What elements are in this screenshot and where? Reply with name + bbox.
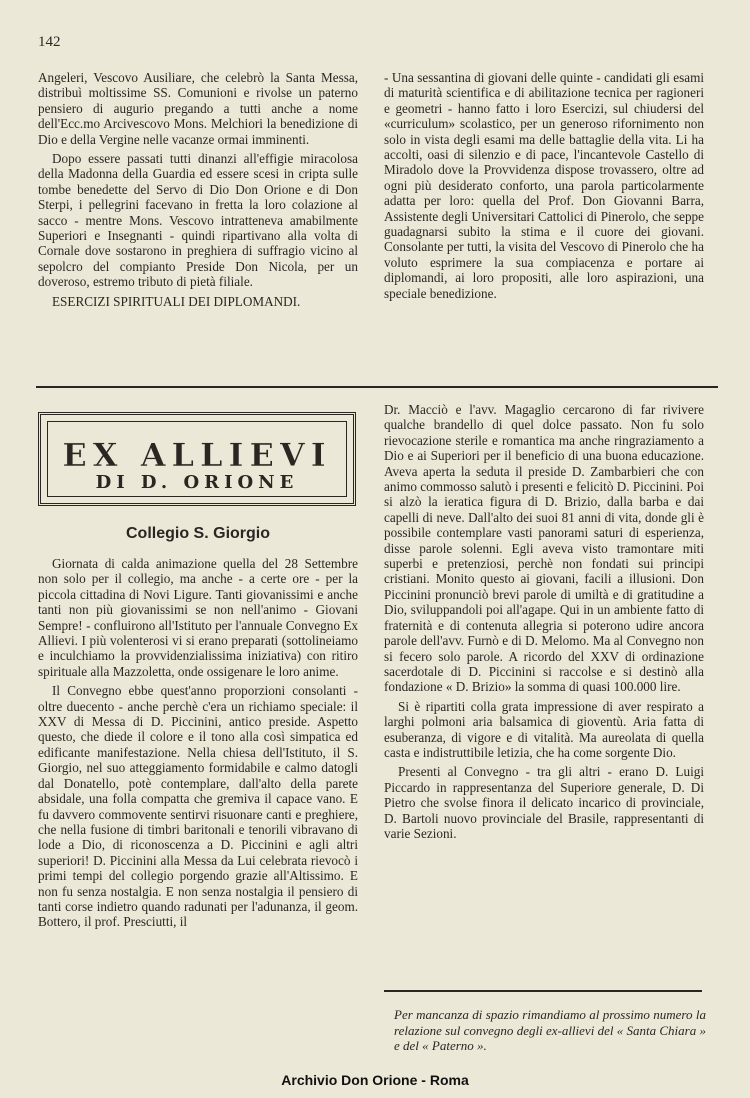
paragraph: Il Convegno ebbe quest'anno proporzioni consolanti - oltre duecento - anche perchè c'era un richiamo speciale: il XXV di Messa di D. Piccinini, antico preside. Aspetto questo, che diede il colore e il tono alla così simpatica ed edificante manifestazione. Nella chiesa dell'Istituto, il S. Giorgio, nel suo atteggiamento formidabile e calmo datogli dal Donatello, potè contemplare, dall'alto della parete absidale, una folla compatta che gremiva il capace vano. E fu davvero commovente sentirvi risuonare canti e preghiere, che nella fusione di timbri baritonali e tenorili vibravano di lode a Dio, di riconoscenza a D. Piccinini e agli altri superiori! D. Piccinini alla Messa da Lui celebrata rievocò i primi tempi del collegio porgendo grazie all'Altissimo. E non fu senza nostalgia. E non senza nostalgia il pensiero di tanti corse indietro quando radunati per l'adunanza, il geom. Bottero, il prof. Presciutti, il: [38, 683, 358, 930]
page-number: 142: [38, 34, 61, 50]
banner-frame: [47, 421, 347, 497]
section-banner: [38, 412, 356, 506]
article-title: Collegio S. Giorgio: [126, 525, 270, 542]
paragraph: Dr. Macciò e l'avv. Magaglio cercarono di far rivivere qualche brandello di quel dolce passato. Non fu solo rievocazione sterile e romantica ma anche ringraziamento a Dio e ai Superiori per il beneficio di una buona educazione. Aveva aperta la seduta il preside D. Zambarbieri che con animo commosso salutò i presenti e felicitò D. Piccinini. Poi si alzò la ieratica figura di D. Brizio, dalla barba e dai capelli di neve. Dall'alto dei suoi 81 anni di vita, donde gli è possibile contemplare vasti panorami saturi di esperienza, disse parole solenni. Egli aveva visto tramontare miti superbi e pretenziosi, perchè non fondati sui principi cristiani. Monito questo ai giovani, facili a illusioni. Don Piccinini pronunciò brevi parole di umiltà e di gratitudine a Dio, sviluppandoli poi all'agape. Qui in un ambiente fatto di fraternità e di contenuta allegria si poterono udire ancora parole dell'avv. Furnò e di D. Melomo. Ma al Convegno non si fecero solo parole. A ricordo del XXV di ordinazione sacerdotale di D. Piccinini si raccolse e si destinò alla fondazione « D. Brizio» la somma di quasi 100.000 lire.: [384, 402, 704, 695]
paragraph: Angeleri, Vescovo Ausiliare, che celebrò la Santa Messa, distribuì moltissime SS. Comunioni e rivolse un paterno pensiero di augurio pregando a tutti anche a nome dell'Ecc.mo Arcivescovo Mons. Melchiori la benedizione di Dio e della Vergine nelle vacanze ormai imminenti.: [38, 70, 358, 147]
paragraph: Si è ripartiti colla grata impressione di aver respirato a larghi polmoni aria balsamica di gioventù. Aria fatta di esuberanza, di vigore e di vitalità. Ma aureolata di quella casta e indistruttibile letizia, che ha come sorgente Dio.: [384, 698, 704, 760]
bottom-right-column: [384, 402, 704, 845]
bottom-left-column: [38, 556, 358, 934]
banner-title: EX ALLIEVI: [62, 436, 332, 474]
top-right-column: [384, 70, 704, 305]
paragraph: - Una sessantina di giovani delle quinte - candidati gli esami di maturità scientifica e di abilitazione tecnica per ragioneri e geometri - hanno fatto i loro Esercizi, sul chiudersi del «curriculum» scolastico, per un generoso rifornimento non solo in vista degli esami ma delle battaglie della vita. Li ha accolti, oasi di silenzio e di pace, l'incantevole Castello di Miradolo dove la Provvidenza dispose trovassero, oltre ad ogni più desiderato conforto, una parola particolarmente adatta per loro: quella del Prof. Don Giovanni Barra, Assistente degli Universitari Cattolici di Pinerolo, che seppe guadagnarsi subito la stima e il cuore dei giovani. Consolante per tutti, la visita del Vescovo di Pinerolo che ha voluto esprimere la sua compiacenza e portare ai diplomandi, ai loro propositi, alle loro aspirazioni, una speciale benedizione.: [384, 70, 704, 301]
subsection-heading: ESERCIZI SPIRITUALI DEI DIPLOMANDI.: [52, 293, 301, 309]
paragraph: Dopo essere passati tutti dinanzi all'effigie miracolosa della Madonna della Guardia ed essere scesi in cripta sulle tombe benedette del Servo di Dio Don Orione e di Don Sterpi, i pellegrini facevano in fretta la loro colazione al sacco - mentre Mons. Vescovo intratteneva amabilmente Superiori e Insegnanti - quindi ripartivano alla volta di Cornale dove sostarono in preghiera di suffragio vicino al sepolcro del compianto Preside Don Nicola, per un doveroso, estremo tributo di pietà filiale.: [38, 151, 358, 290]
divider-rule: [36, 386, 718, 388]
top-left-column: [38, 70, 358, 313]
paragraph: Giornata di calda animazione quella del 28 Settembre non solo per il collegio, ma anche - a certe ore - per la piccola cittadina di Novi Ligure. Tanti giovanissimi e anche tanti non più giovanissimi se non nell'animo - Giovani Sempre! - confluirono all'Istituto per l'annuale Convegno Ex Allievi. I più volenterosi vi si erano preparati (sottolineiamo e inculchiamo la provvidenzialissima iniziativa) con ritiro spirituale alla Mazzoletta, onde ossigenare le loro anime.: [38, 556, 358, 679]
editorial-note: Per mancanza di spazio rimandiamo al prossimo numero la relazione sul convegno degli ex-allievi del « Santa Chiara » e del « Paterno ».: [394, 1007, 706, 1053]
archive-footer: Archivio Don Orione - Roma: [281, 1072, 469, 1088]
banner-subtitle: DI D. ORIONE: [95, 472, 299, 493]
note-divider: [384, 990, 702, 992]
paragraph: Presenti al Convegno - tra gli altri - erano D. Luigi Piccardo in rappresentanza del Superiore generale, D. Di Pietro che svolse finora il delicato incarico di provinciale, D. Bartoli nuovo provinciale del Brasile, rappresentanti di varie Sezioni.: [384, 764, 704, 841]
